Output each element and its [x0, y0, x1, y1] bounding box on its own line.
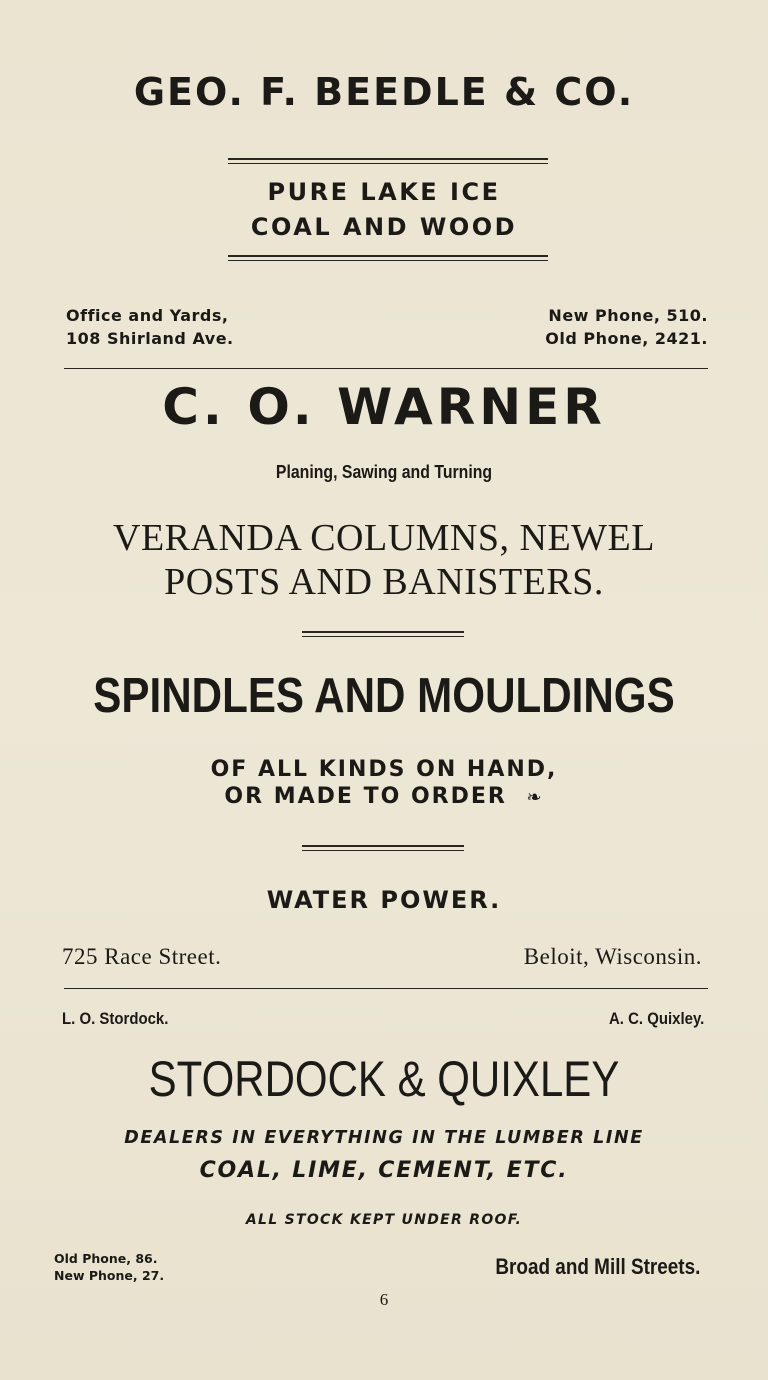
- section-divider: [64, 368, 708, 369]
- warner-products-line1: VERANDA COLUMNS, NEWEL: [113, 517, 655, 559]
- beedle-line-ice: PURE LAKE ICE: [267, 178, 501, 206]
- beedle-office-label: Office and Yards,: [66, 306, 229, 325]
- stordock-old-phone: Old Phone, 86.: [54, 1251, 158, 1266]
- stordock-company-name: STORDOCK & QUIXLEY: [148, 1051, 620, 1107]
- warner-kinds-line2: [0, 784, 768, 809]
- warner-company-name: C. O. WARNER: [162, 378, 606, 436]
- beedle-company-name: GEO. F. BEEDLE & CO.: [133, 70, 635, 114]
- stordock-partner2: A. C. Quixley.: [608, 1009, 704, 1028]
- beedle-office-address: 108 Shirland Ave.: [66, 329, 234, 348]
- warner-products-line2: POSTS AND BANISTERS.: [164, 561, 604, 603]
- beedle-old-phone: Old Phone, 2421.: [545, 329, 708, 348]
- warner-kinds-line1: OF ALL KINDS ON HAND,: [210, 757, 558, 782]
- stordock-new-phone: New Phone, 27.: [54, 1268, 165, 1283]
- double-rule: [228, 255, 548, 261]
- stordock-address: Broad and Mill Streets.: [494, 1254, 700, 1279]
- beedle-new-phone: New Phone, 510.: [548, 306, 708, 325]
- fleuron-ornament: ❧: [526, 787, 544, 808]
- warner-kinds-line2-text: OR MADE TO ORDER: [224, 784, 507, 809]
- warner-address: 725 Race Street.: [62, 944, 222, 969]
- double-rule: [302, 631, 464, 637]
- warner-city: Beloit, Wisconsin.: [523, 944, 702, 969]
- warner-services: Planing, Sawing and Turning: [275, 462, 493, 482]
- stordock-stock-note: ALL STOCK KEPT UNDER ROOF.: [245, 1212, 523, 1228]
- stordock-goods: COAL, LIME, CEMENT, ETC.: [199, 1158, 569, 1183]
- double-rule: [302, 845, 464, 851]
- beedle-line-coal: COAL AND WOOD: [250, 213, 518, 241]
- double-rule: [228, 158, 548, 164]
- page-number: 6: [379, 1290, 389, 1309]
- stordock-dealers: DEALERS IN EVERYTHING IN THE LUMBER LINE: [124, 1128, 644, 1148]
- warner-spindles-heading: SPINDLES AND MOULDINGS: [93, 669, 675, 723]
- stordock-partner1: L. O. Stordock.: [62, 1009, 169, 1028]
- section-divider: [64, 988, 708, 989]
- warner-water-power: WATER POWER.: [266, 886, 502, 914]
